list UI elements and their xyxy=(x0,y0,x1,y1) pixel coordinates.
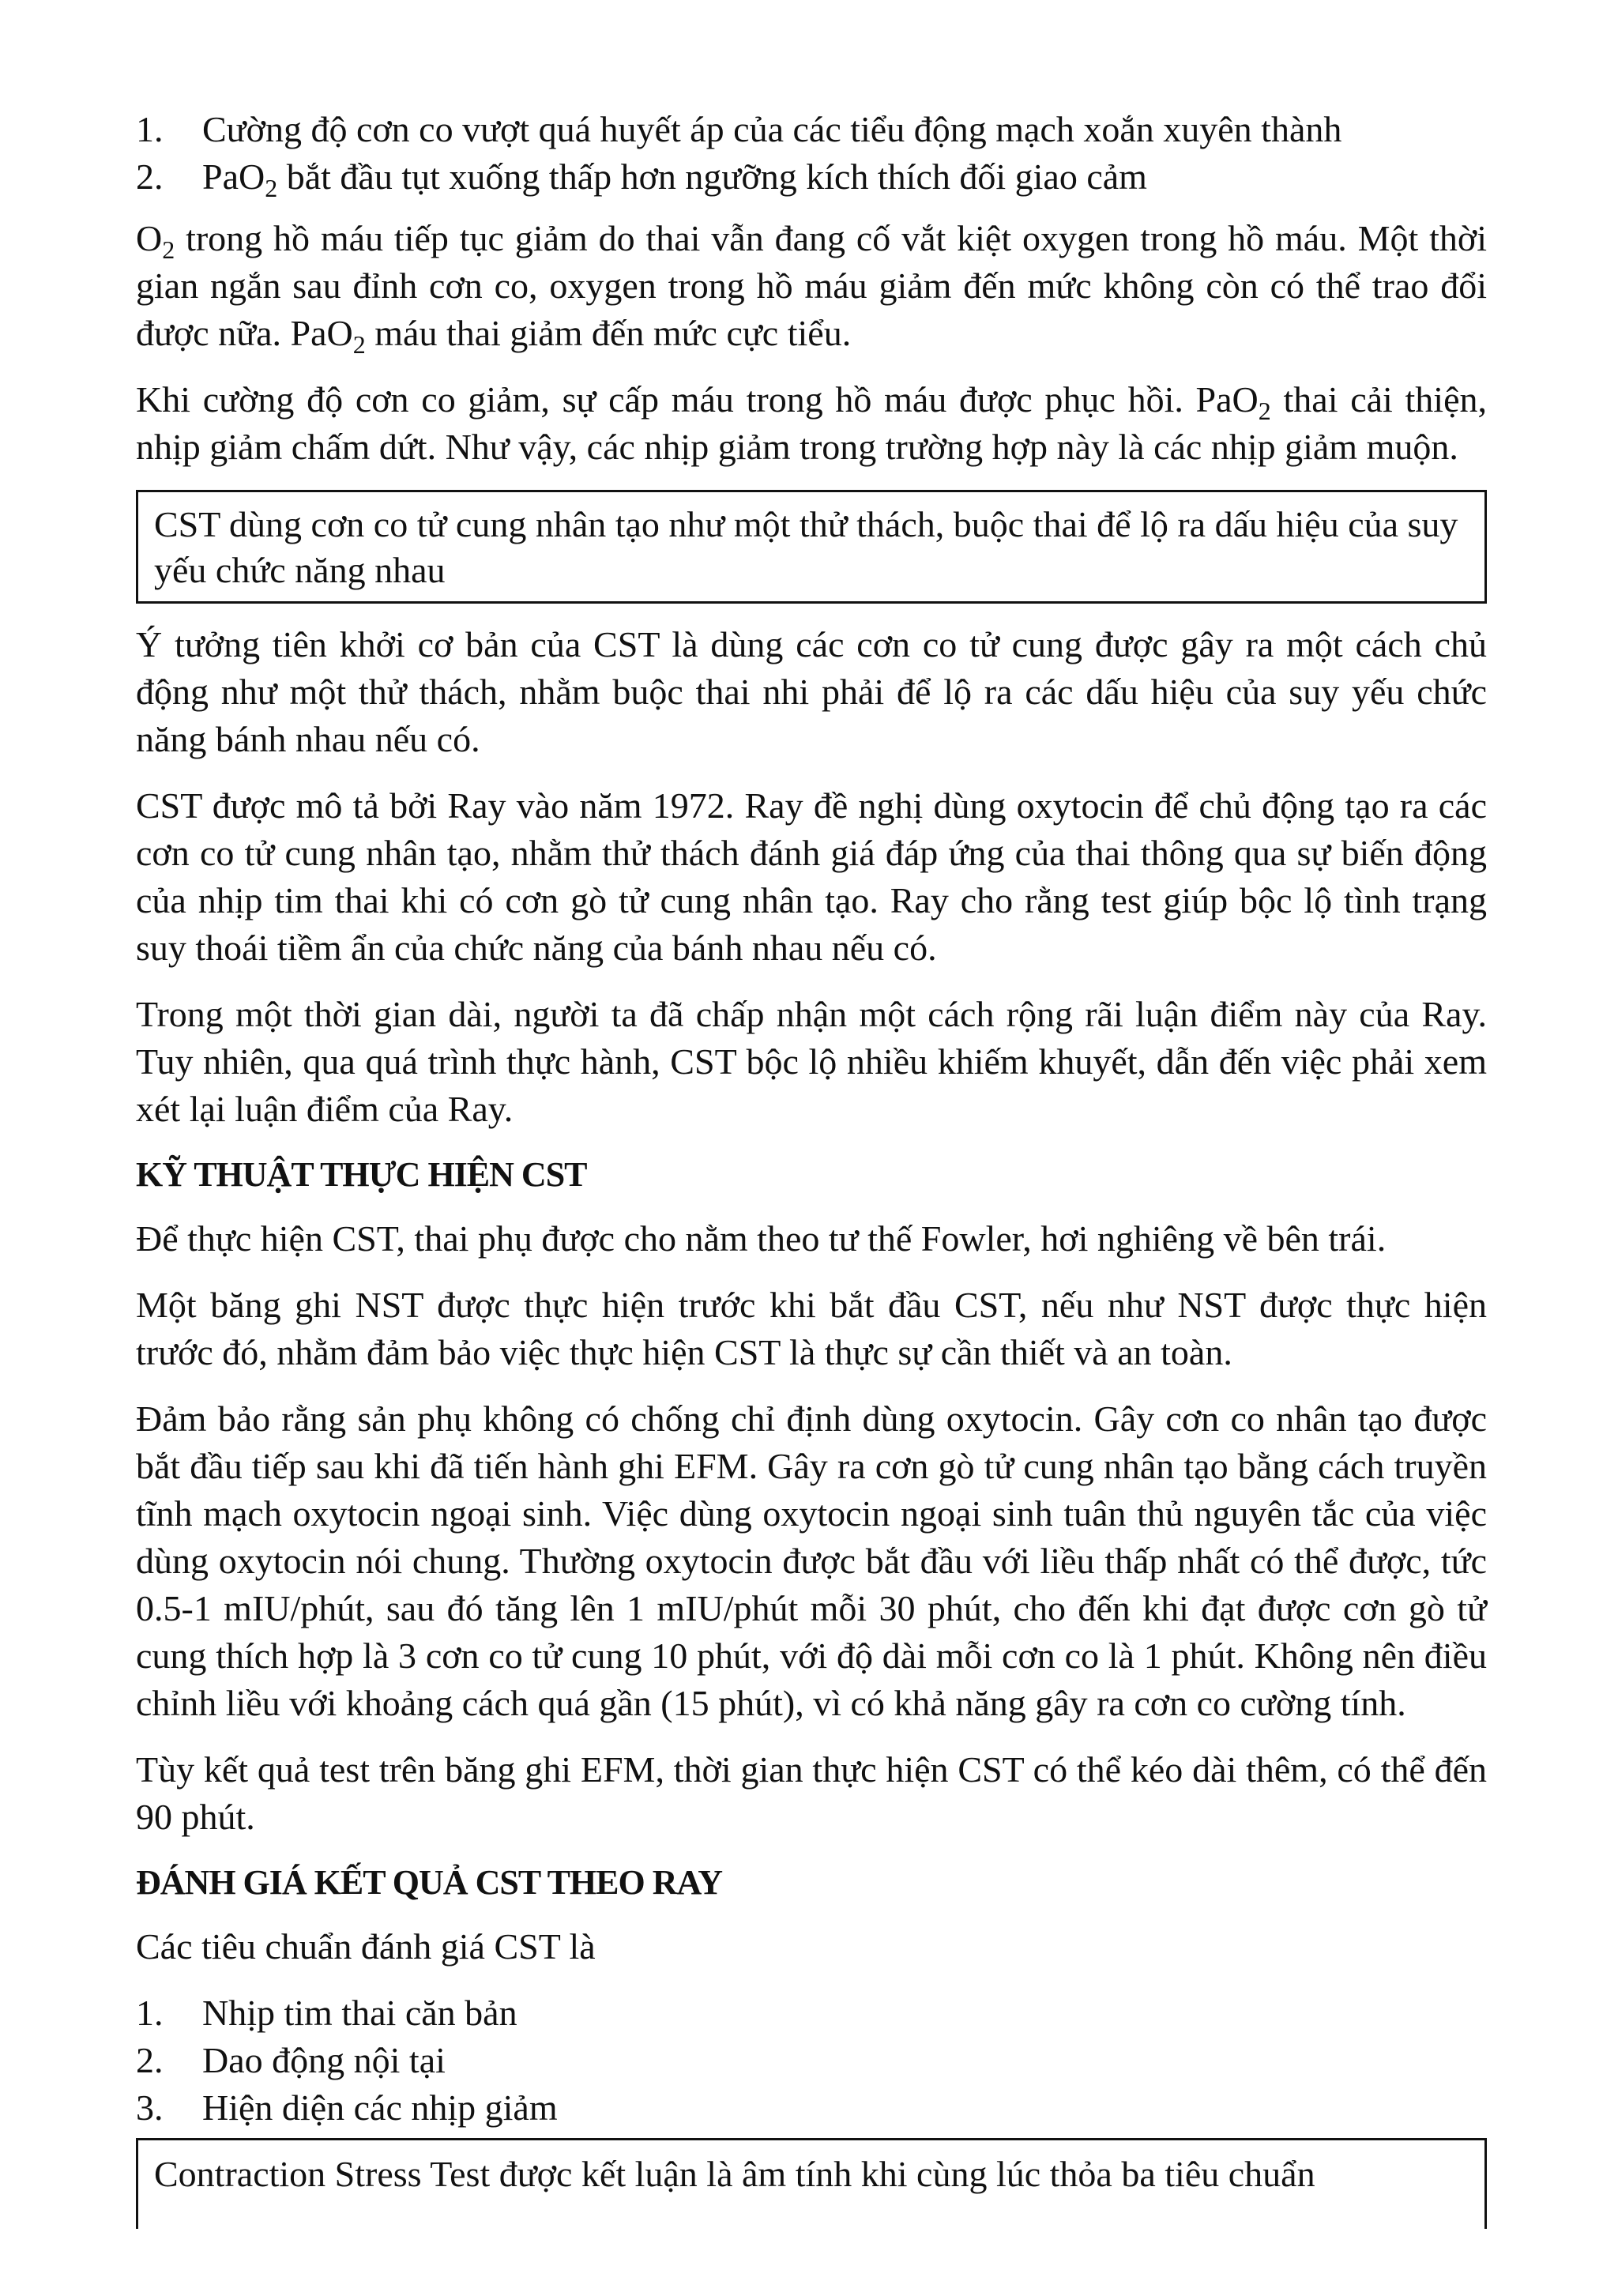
paragraph-recovery: Khi cường độ cơn co giảm, sự cấp máu trong hồ máu được phục hồi. PaO$_2$ thai cải thiện, nhịp giảm chấm dứt. Như vậy, các nhịp giảm trong trường hợp này là các nhịp giảm muộn. xyxy=(136,379,1487,467)
paragraph-oxytocin: Đảm bảo rằng sản phụ không có chống chỉ định dùng oxytocin. Gây cơn co nhân tạo được bắt đầu tiếp sau khi đã tiến hành ghi EFM. Gây ra cơn gò tử cung nhân tạo bằng cách truyền tĩnh mạch oxytocin ngoại sinh. Việc dùng oxytocin ngoại sinh tuân thủ nguyên tắc của việc dùng oxytocin nói chung. Thường oxytocin được bắt đầu với liều thấp nhất có thể được, tức 0.5-1 mIU/phút, sau đó tăng lên 1 mIU/phút mỗi 30 phút, cho đến khi đạt được cơn gò tử cung thích hợp là 3 cơn co tử cung 10 phút, với độ dài mỗi cơn co là 1 phút. Không nên điều chỉnh liều với khoảng cách quá gần (15 phút), vì có khả năng gây ra cơn co cường tính. xyxy=(136,1398,1487,1723)
conclusion-box: Contraction Stress Test được kết luận là âm tính khi cùng lúc thỏa ba tiêu chuẩn xyxy=(136,2138,1487,2229)
criteria-list xyxy=(136,1989,1487,2132)
paragraph-acceptance: Trong một thời gian dài, người ta đã chấp nhận một cách rộng rãi luận điểm này của Ray. Tuy nhiên, qua quá trình thực hành, CST bộc lộ nhiều khiếm khuyết, dẫn đến việc phải xem xét lại luận điểm của Ray. xyxy=(136,994,1487,1129)
paragraph-nst: Một băng ghi NST được thực hiện trước khi bắt đầu CST, nếu như NST được thực hiện trước đó, nhằm đảm bảo việc thực hiện CST là thực sự cần thiết và an toàn. xyxy=(136,1285,1487,1372)
paragraph-oxygen: $O_2$ trong hồ máu tiếp tục giảm do thai vẫn đang cố vắt kiệt oxygen trong hồ máu. Một thời gian ngắn sau đỉnh cơn co, oxygen trong hồ máu giảm đến mức không còn có thể trao đổi được nữa. PaO$_2$ máu thai giảm đến mức cực tiểu. xyxy=(136,218,1487,359)
list-item-text: Nhịp tim thai căn bản xyxy=(202,1993,517,2033)
paragraph-ray: CST được mô tả bởi Ray vào năm 1972. Ray đề nghị dùng oxytocin để chủ động tạo ra các cơn co tử cung nhân tạo, nhằm thử thách đánh giá đáp ứng của thai thông qua sự biến động của nhịp tim thai khi có cơn gò tử cung nhân tạo. Ray cho rằng test giúp bộc lộ tình trạng suy thoái tiềm ẩn của chức năng của bánh nhau nếu có. xyxy=(136,785,1487,968)
paragraph-position: Để thực hiện CST, thai phụ được cho nằm theo tư thế Fowler, hơi nghiêng về bên trái. xyxy=(136,1218,1387,1259)
highlight-box: CST dùng cơn co tử cung nhân tạo như một thử thách, buộc thai để lộ ra dấu hiệu của suy yếu chức năng nhau xyxy=(136,490,1487,604)
list-item: 1. Nhịp tim thai căn bản xyxy=(136,1989,1487,2037)
section-heading-evaluation: ĐÁNH GIÁ KẾT QUẢ CST THEO RAY xyxy=(136,1863,723,1902)
paragraph-idea: Ý tưởng tiên khởi cơ bản của CST là dùng các cơn co tử cung được gây ra một cách chủ động như một thử thách, nhằm buộc thai nhi phải để lộ ra các dấu hiệu của suy yếu chức năng bánh nhau nếu có. xyxy=(136,624,1487,759)
list-item: 2. PaO$_2$ bắt đầu tụt xuống thấp hơn ngưỡng kích thích đối giao cảm xyxy=(136,153,1487,201)
paragraph-criteria-intro: Các tiêu chuẩn đánh giá CST là xyxy=(136,1926,596,1967)
list-item: 3. Hiện diện các nhịp giảm xyxy=(136,2084,1487,2132)
list-item: 2. Dao động nội tại xyxy=(136,2037,1487,2084)
mechanism-list xyxy=(136,106,1487,201)
list-item-text: Dao động nội tại xyxy=(202,2040,446,2080)
list-item: 1. Cường độ cơn co vượt quá huyết áp của các tiểu động mạch xoắn xuyên thành xyxy=(136,106,1487,153)
list-item-text: Cường độ cơn co vượt quá huyết áp của các tiểu động mạch xoắn xuyên thành xyxy=(202,109,1342,149)
list-item-text: Hiện diện các nhịp giảm xyxy=(202,2087,558,2128)
list-item-text: PaO$_2$ bắt đầu tụt xuống thấp hơn ngưỡng kích thích đối giao cảm xyxy=(202,156,1147,202)
paragraph-duration: Tùy kết quả test trên băng ghi EFM, thời gian thực hiện CST có thể kéo dài thêm, có thể đến 90 phút. xyxy=(136,1749,1487,1837)
section-heading-technique: KỸ THUẬT THỰC HIỆN CST xyxy=(136,1155,587,1194)
